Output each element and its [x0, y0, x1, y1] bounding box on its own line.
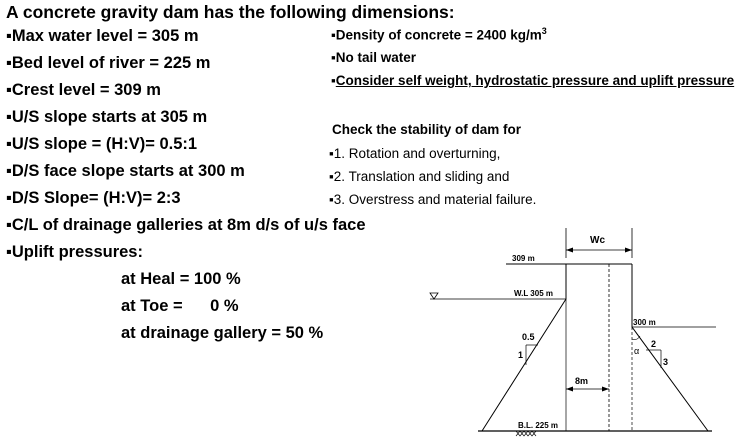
- list-item: ▪Consider self weight, hydrostatic pressure and uplift pressure: [331, 73, 735, 88]
- superscript: 3: [541, 26, 547, 36]
- bullet: ▪: [6, 243, 12, 261]
- bullet: ▪: [6, 54, 12, 72]
- bed-level-label: B.L. 225 m: [518, 421, 559, 430]
- us-slope-v-label: 1: [518, 350, 524, 360]
- bullet: ▪: [6, 162, 12, 180]
- us-slope-h-label: 0.5: [522, 332, 535, 342]
- list-item: ▪Density of concrete = 2400 $kg/m^3$: [331, 26, 547, 43]
- gallery-arrow-right: [602, 387, 609, 392]
- bullet: ▪: [6, 216, 12, 234]
- list-item: ▪D/S face slope starts at 300 m: [6, 162, 245, 180]
- check-heading: Check the stability of dam for: [332, 122, 522, 137]
- bullet: ▪: [331, 73, 336, 88]
- gallery-arrow-left: [566, 387, 573, 392]
- list-item: ▪No tail water: [331, 50, 417, 65]
- check-item: ▪3. Overstress and material failure.: [329, 192, 537, 207]
- bullet: ▪: [331, 50, 336, 65]
- ds-level-label: 300 m: [633, 318, 656, 327]
- list-item: ▪U/S slope = (H:V)= 0.5:1: [6, 135, 198, 153]
- list-item: ▪Max water level = 305 m: [6, 27, 199, 45]
- list-item: ▪Bed level of river = 225 m: [6, 54, 211, 72]
- list-item: ▪C/L of drainage galleries at 8m d/s of u/s face: [6, 216, 366, 234]
- water-level-label: W.L 305 m: [514, 289, 553, 298]
- bullet: ▪: [331, 27, 336, 43]
- list-item: ▪U/S slope starts at 305 m: [6, 108, 208, 126]
- water-level-icon: [430, 293, 438, 299]
- wc-label: Wc: [590, 235, 605, 246]
- bullet: ▪: [6, 81, 12, 99]
- list-item: ▪Crest level = 309 m: [6, 81, 161, 99]
- bullet: ▪: [6, 135, 12, 153]
- uplift-toe: at Toe = 0 %: [121, 297, 239, 315]
- bullet: ▪: [6, 108, 12, 126]
- bullet: ▪: [6, 189, 12, 207]
- check-item: ▪2. Translation and sliding and: [329, 169, 510, 184]
- check-item: ▪1. Rotation and overturning,: [329, 146, 501, 161]
- list-item: ▪D/S Slope= (H:V)= 2:3: [6, 189, 181, 207]
- bullet: ▪: [6, 27, 12, 45]
- uplift-gallery: at drainage gallery = 50 %: [121, 324, 324, 342]
- list-item: ▪Uplift pressures:: [6, 243, 143, 261]
- page-title: A concrete gravity dam has the following dimensions:: [6, 2, 455, 22]
- crest-level-label: 309 m: [512, 254, 535, 263]
- ds-slope-h-label: 2: [651, 339, 657, 349]
- alpha-label: α: [634, 346, 640, 356]
- downstream-face: [632, 264, 708, 431]
- ds-slope-v-label: 3: [663, 357, 669, 367]
- wc-arrow-right: [625, 248, 632, 253]
- uplift-heel: at Heal = 100 %: [121, 270, 241, 288]
- wc-arrow-left: [566, 248, 573, 253]
- gallery-distance-label: 8m: [575, 376, 589, 386]
